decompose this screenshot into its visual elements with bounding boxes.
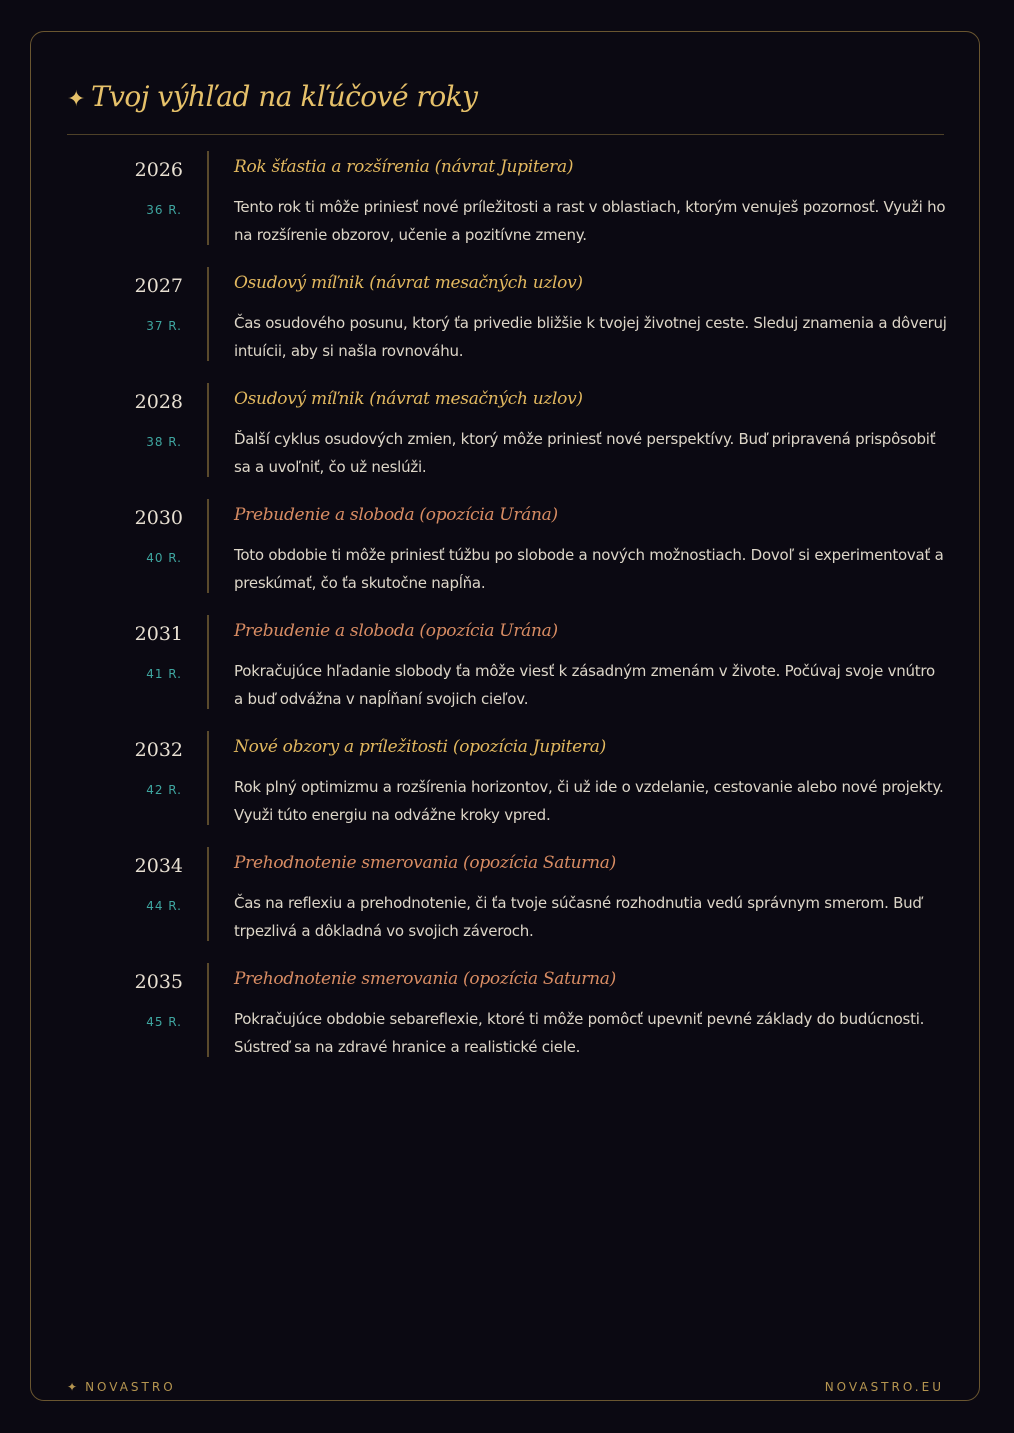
entry-age: 37 R. <box>146 319 182 333</box>
timeline-line <box>207 499 209 593</box>
entry-title: Prebudenie a sloboda (opozícia Urána) <box>234 505 558 525</box>
entry-text: Ďalší cyklus osudových zmien, ktorý môže priniesť nové perspektívy. Buď pripravená prispôsobiť sa a uvoľniť, čo už neslúži. <box>234 430 936 476</box>
timeline-entry <box>67 963 944 1079</box>
entry-text: Rok plný optimizmu a rozšírenia horizontov, či už ide o vzdelanie, cestovanie alebo nové projekty. Využi túto energiu na odvážne kroky vpred. <box>234 778 944 824</box>
entry-year: 2034 <box>134 855 183 877</box>
entry-year: 2026 <box>134 159 183 181</box>
entry-year: 2035 <box>134 971 183 993</box>
entry-age: 36 R. <box>146 203 182 217</box>
timeline-line <box>207 383 209 477</box>
footer-brand <box>67 1380 176 1394</box>
entry-text: Čas na reflexiu a prehodnotenie, či ťa tvoje súčasné rozhodnutia vedú správnym smerom. Buď trpezlivá a dôkladná vo svojich záveroch. <box>234 894 922 940</box>
entry-text: Pokračujúce obdobie sebareflexie, ktoré ti môže pomôcť upevniť pevné základy do budúcnosti. Sústreď sa na zdravé hranice a realistické ciele. <box>234 1010 925 1056</box>
entry-year: 2032 <box>134 739 183 761</box>
timeline-entry <box>67 615 944 731</box>
entry-text: Tento rok ti môže priniesť nové príležitosti a rast v oblastiach, ktorým venuješ pozornosť. Využi ho na rozšírenie obzorov, učenie a pozitívne zmeny. <box>234 198 946 244</box>
entry-age: 38 R. <box>146 435 182 449</box>
timeline-line <box>207 267 209 361</box>
entry-title: Prebudenie a sloboda (opozícia Urána) <box>234 621 558 641</box>
timeline-line <box>207 615 209 709</box>
entry-text: Čas osudového posunu, ktorý ťa privedie bližšie k tvojej životnej ceste. Sleduj znamenia a dôveruj intuícii, aby si našla rovnováhu. <box>234 314 947 360</box>
page-title <box>67 80 477 113</box>
timeline-line <box>207 151 209 245</box>
entry-age: 44 R. <box>146 899 182 913</box>
page-title-text: Tvoj výhľad na kľúčové roky <box>90 80 478 113</box>
sparkle-icon: ✦ <box>67 87 85 112</box>
entry-year: 2031 <box>134 623 183 645</box>
timeline-entry <box>67 267 947 383</box>
entry-year: 2030 <box>134 507 183 529</box>
entry-year: 2027 <box>134 275 183 297</box>
timeline <box>67 151 947 1079</box>
entry-age: 42 R. <box>146 783 182 797</box>
footer-site-link[interactable]: NOVASTRO.EU <box>824 1380 944 1394</box>
entry-title: Prehodnotenie smerovania (opozícia Saturna) <box>234 969 616 989</box>
timeline-entry <box>67 151 944 267</box>
sparkle-icon: ✦ <box>67 1380 78 1394</box>
entry-title: Osudový míľnik (návrat mesačných uzlov) <box>234 273 583 293</box>
entry-title: Nové obzory a príležitosti (opozícia Jupitera) <box>234 737 606 757</box>
timeline-line <box>207 731 209 825</box>
timeline-entry <box>67 847 944 963</box>
title-divider <box>67 134 944 135</box>
timeline-entry <box>67 499 944 615</box>
entry-title: Prehodnotenie smerovania (opozícia Saturna) <box>234 853 616 873</box>
entry-age: 45 R. <box>146 1015 182 1029</box>
entry-text: Toto obdobie ti môže priniesť túžbu po slobode a nových možnostiach. Dovoľ si experimentovať a preskúmať, čo ťa skutočne napĺňa. <box>234 546 944 592</box>
timeline-line <box>207 847 209 941</box>
timeline-line <box>207 963 209 1057</box>
entry-age: 41 R. <box>146 667 182 681</box>
timeline-entry <box>67 383 944 499</box>
entry-title: Rok šťastia a rozšírenia (návrat Jupitera) <box>234 157 574 177</box>
entry-title: Osudový míľnik (návrat mesačných uzlov) <box>234 389 583 409</box>
footer-brand-text: NOVASTRO <box>85 1380 176 1394</box>
timeline-entry <box>67 731 944 847</box>
entry-text: Pokračujúce hľadanie slobody ťa môže viesť k zásadným zmenám v živote. Počúvaj svoje vnútro a buď odvážna v napĺňaní svojich cieľov. <box>234 662 935 708</box>
entry-age: 40 R. <box>146 551 182 565</box>
entry-year: 2028 <box>134 391 183 413</box>
